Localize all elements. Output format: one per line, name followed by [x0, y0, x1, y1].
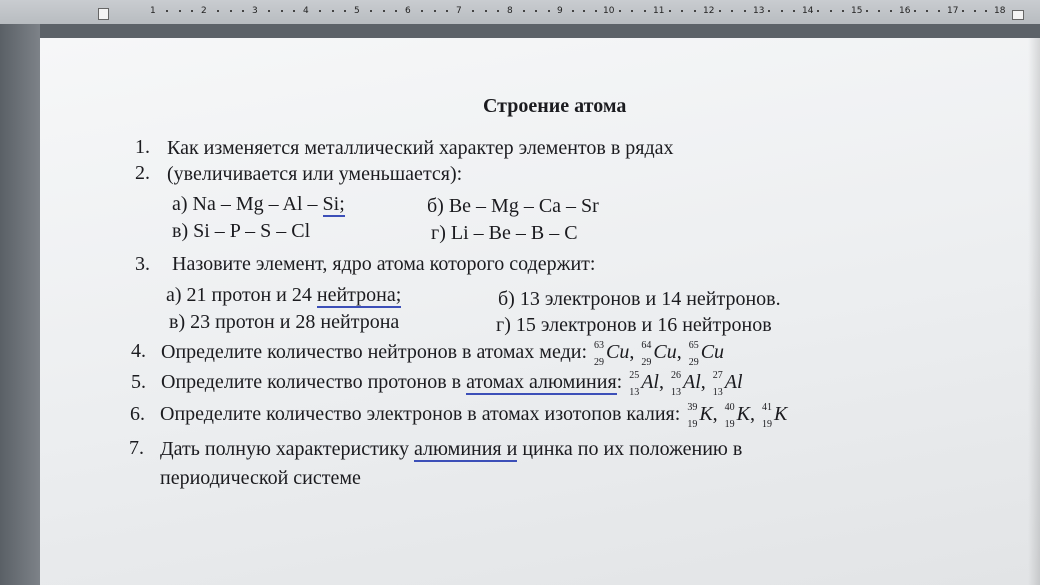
ruler-tick [281, 10, 283, 12]
ruler-number: 14 [802, 6, 814, 16]
ruler-tick [781, 10, 783, 12]
ruler-number: 3 [252, 6, 258, 16]
page-shadow [1028, 38, 1040, 585]
ruler-tick [434, 10, 436, 12]
ruler-number: 7 [456, 6, 462, 16]
ruler-tick [383, 10, 385, 12]
ruler-tick [344, 10, 346, 12]
list-item-text: Как изменяется металлический характер элементов в рядах [167, 137, 674, 159]
series-row-b: б) Be – Mg – Ca – Sr [427, 195, 599, 217]
list-item-text: Дать полную характеристику алюминия и цинка по их положению в [160, 438, 743, 460]
ruler-tick [619, 10, 621, 12]
ruler-tick [962, 10, 964, 12]
question-row-v: в) 23 протон и 28 нейтрона [169, 311, 400, 333]
list-number: 7. [129, 437, 144, 459]
question-row-g: г) 15 электронов и 16 нейтронов [496, 314, 772, 336]
ruler-number: 15 [851, 6, 863, 16]
copper-isotope: 64 29 Cu [641, 340, 677, 368]
series-text: а) Na – Mg – Al – [172, 193, 323, 215]
ruler-tick [217, 10, 219, 12]
ruler-tick [926, 10, 928, 12]
ruler-tick [817, 10, 819, 12]
ruler-number: 12 [703, 6, 715, 16]
ruler-tick [370, 10, 372, 12]
list-number: 6. [130, 403, 145, 425]
list-number: 4. [131, 340, 146, 362]
ruler-number: 16 [899, 6, 911, 16]
ruler-tick [890, 10, 892, 12]
ruler-number: 13 [753, 6, 765, 16]
ruler-number: 6 [405, 6, 411, 16]
ruler-number: 5 [354, 6, 360, 16]
ruler-tick [719, 10, 721, 12]
aluminium-isotope: 26 13 Al [670, 370, 701, 398]
list-number: 2. [135, 162, 150, 184]
ruler-tick [914, 10, 916, 12]
ruler-tick [472, 10, 474, 12]
ruler-tick [974, 10, 976, 12]
ruler-tick [497, 10, 499, 12]
left-indent-marker[interactable] [98, 8, 109, 20]
list-item-text: (увеличивается или уменьшается): [167, 163, 463, 185]
ruler-tick [446, 10, 448, 12]
list-item-text-continuation: периодической системе [160, 467, 361, 489]
ruler-number: 8 [507, 6, 513, 16]
ruler-tick [166, 10, 168, 12]
ruler-tick [830, 10, 832, 12]
ruler-tick [595, 10, 597, 12]
list-number: 1. [135, 136, 150, 158]
aluminium-isotope: 27 13 Al [712, 370, 743, 398]
list-item-text: Определите количество электронов в атомах изотопов калия: 39 19 K, 40 19 K, 41 19 K [160, 402, 788, 430]
right-indent-marker[interactable] [1012, 10, 1024, 20]
document-background [0, 24, 40, 585]
potassium-isotope: 41 19 K [762, 402, 788, 430]
ruler-tick [523, 10, 525, 12]
list-number: 3. [135, 253, 150, 275]
spellcheck-underlined-word: алюминия и [413, 438, 518, 460]
series-row-v: в) Si – P – S – Cl [172, 220, 311, 242]
ruler-tick [768, 10, 770, 12]
ruler-number: 10 [603, 6, 615, 16]
ruler-tick [179, 10, 181, 12]
ruler-tick [793, 10, 795, 12]
ruler-tick [485, 10, 487, 12]
ruler-tick [572, 10, 574, 12]
ruler-tick [866, 10, 868, 12]
series-row-a [172, 193, 345, 215]
ruler-tick [332, 10, 334, 12]
ruler-tick [395, 10, 397, 12]
ruler-tick [878, 10, 880, 12]
list-number: 5. [131, 371, 146, 393]
ruler-number: 17 [947, 6, 959, 16]
ruler-tick [744, 10, 746, 12]
ruler-tick [319, 10, 321, 12]
ruler-tick [230, 10, 232, 12]
ruler-number: 2 [201, 6, 207, 16]
ruler-number: 11 [653, 6, 665, 16]
potassium-isotope: 39 19 K [687, 402, 713, 430]
horizontal-ruler [0, 0, 1040, 24]
copper-isotope: 65 29 Cu [688, 340, 725, 368]
ruler-number: 1 [150, 6, 156, 16]
ruler-tick [631, 10, 633, 12]
ruler-tick [669, 10, 671, 12]
ruler-tick [421, 10, 423, 12]
question-text: а) 21 протон и 24 [166, 284, 317, 306]
document-title: Строение атома [483, 95, 627, 117]
ruler-tick [985, 10, 987, 12]
ruler-tick [583, 10, 585, 12]
ruler-number: 18 [994, 6, 1006, 16]
ruler-tick [242, 10, 244, 12]
ruler-number: 9 [557, 6, 563, 16]
ruler-tick [548, 10, 550, 12]
list-item-text: Назовите элемент, ядро атома которого содержит: [172, 253, 596, 275]
ruler-tick [938, 10, 940, 12]
list-item-text: Определите количество протонов в атомах алюминия: 25 13 Al, 26 13 Al, 27 13 Al [161, 370, 743, 398]
ruler-tick [535, 10, 537, 12]
spellcheck-underlined-word: Si; [322, 193, 345, 215]
list-item-text: Определите количество нейтронов в атомах меди: 63 29 Cu, 64 29 Cu, 65 29 Cu [161, 340, 725, 368]
potassium-isotope: 40 19 K [724, 402, 750, 430]
spellcheck-underlined-word: атомах алюминия [466, 371, 617, 393]
ruler-tick [293, 10, 295, 12]
ruler-tick [842, 10, 844, 12]
ruler-number: 4 [303, 6, 309, 16]
ruler-tick [694, 10, 696, 12]
series-row-g: г) Li – Be – B – C [431, 222, 578, 244]
list-item-text: Определите количество нейтронов в атомах меди: [161, 341, 588, 363]
ruler-tick [191, 10, 193, 12]
aluminium-isotope: 25 13 Al [629, 370, 659, 398]
copper-isotope: 63 29 Cu [594, 340, 630, 368]
ruler-tick [644, 10, 646, 12]
spellcheck-underlined-word: нейтрона; [316, 284, 402, 306]
question-row-a [166, 284, 401, 306]
question-row-b: б) 13 электронов и 14 нейтронов. [498, 288, 781, 310]
ruler-tick [268, 10, 270, 12]
ruler-tick [731, 10, 733, 12]
ruler-tick [681, 10, 683, 12]
